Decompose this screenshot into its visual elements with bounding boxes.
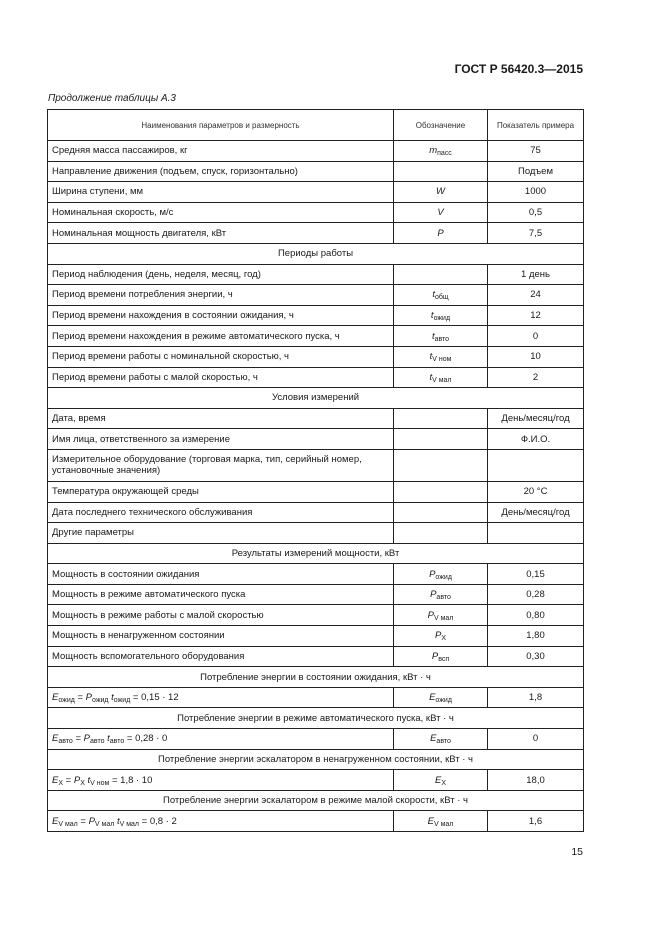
table-header-row (48, 110, 584, 141)
table-row (48, 770, 584, 791)
parameter-name: Измерительное оборудование (торговая марка, тип, серийный номер, установочные значения) (48, 449, 394, 481)
table-row (48, 202, 584, 223)
parameter-name: Средняя масса пассажиров, кг (48, 141, 394, 162)
formula-text: = 1,8 · 10 (109, 774, 153, 786)
symbol-base: E (434, 774, 442, 786)
parameter-name: Дата последнего технического обслуживания (48, 502, 394, 523)
parameter-name: Температура окружающей среды (48, 481, 394, 502)
formula-symbol: P (88, 815, 95, 827)
table-row (48, 141, 584, 162)
formula-symbol: t (116, 815, 120, 827)
formula-cell (48, 770, 394, 791)
parameter-value: 0 (488, 326, 584, 347)
symbol-base: V (437, 207, 444, 219)
symbol-base: E (427, 815, 434, 827)
column-header-symbol: Обозначение (394, 110, 488, 141)
section-row (48, 790, 584, 811)
table-row (48, 264, 584, 285)
parameter-symbol (394, 182, 488, 203)
parameter-symbol (394, 161, 488, 182)
parameter-symbol (394, 202, 488, 223)
parameter-value: 0,15 (488, 564, 584, 585)
table-row (48, 161, 584, 182)
symbol-subscript: X (441, 635, 446, 643)
parameter-symbol (394, 523, 488, 544)
symbol-base: t (429, 351, 433, 363)
parameter-value: 0 (488, 729, 584, 750)
formula-subscript: V мал (58, 820, 78, 828)
table-row (48, 687, 584, 708)
parameter-value: 75 (488, 141, 584, 162)
symbol-base: t (430, 310, 434, 322)
parameter-name: Имя лица, ответственного за измерение (48, 429, 394, 450)
parameter-name: Период времени работы с малой скоростью, ч (48, 367, 394, 388)
symbol-subscript: общ (434, 294, 449, 302)
formula-text: = 0,15 · 12 (130, 692, 179, 704)
table-row (48, 305, 584, 326)
formula-symbol: E (52, 774, 59, 786)
symbol-subscript: ожид (435, 573, 452, 581)
parameter-symbol (394, 429, 488, 450)
symbol-subscript: всп (438, 655, 450, 663)
parameter-symbol (394, 305, 488, 326)
parameter-name: Период времени работы с номинальной скоростью, ч (48, 346, 394, 367)
symbol-base: m (429, 145, 438, 157)
formula-symbol: t (107, 733, 110, 745)
parameter-symbol (394, 481, 488, 502)
parameter-name: Дата, время (48, 408, 394, 429)
parameter-symbol (394, 729, 488, 750)
formula-cell (48, 729, 394, 750)
parameter-name: Номинальная скорость, м/с (48, 202, 394, 223)
parameters-table (47, 109, 584, 832)
parameter-symbol (394, 502, 488, 523)
formula-subscript: V мал (119, 820, 140, 828)
formula-text: = (74, 692, 86, 704)
parameter-name: Номинальная мощность двигателя, кВт (48, 223, 394, 244)
parameter-value (488, 523, 584, 544)
symbol-subscript: авто (434, 335, 450, 343)
parameter-symbol (394, 408, 488, 429)
parameter-symbol (394, 367, 488, 388)
formula-cell (48, 811, 394, 832)
section-title: Результаты измерений мощности, кВт (48, 543, 584, 564)
parameter-name: Период наблюдения (день, неделя, месяц, год) (48, 264, 394, 285)
table-row (48, 285, 584, 306)
parameter-value: 20 °С (488, 481, 584, 502)
parameter-symbol (394, 326, 488, 347)
formula-text: = (63, 774, 74, 786)
formula-symbol: t (87, 774, 91, 786)
formula-subscript: авто (109, 738, 125, 746)
column-header-value: Показатель примера (488, 110, 584, 141)
parameter-symbol (394, 264, 488, 285)
section-title: Периоды работы (48, 243, 584, 264)
table-row (48, 408, 584, 429)
symbol-base: t (429, 371, 433, 383)
formula-subscript: V ном (90, 779, 110, 787)
parameter-value: 24 (488, 285, 584, 306)
formula-subscript: ожид (58, 697, 75, 705)
parameter-symbol (394, 605, 488, 626)
parameter-name: Мощность в режиме работы с малой скоростью (48, 605, 394, 626)
table-row (48, 564, 584, 585)
symbol-subscript: V мал (433, 820, 454, 828)
symbol-subscript: V ном (432, 356, 452, 364)
parameter-value: 10 (488, 346, 584, 367)
formula-subscript: ожид (113, 697, 131, 705)
table-row (48, 429, 584, 450)
parameter-symbol (394, 770, 488, 791)
symbol-subscript: пасс (437, 150, 452, 158)
parameter-value: 0,5 (488, 202, 584, 223)
parameter-value: 12 (488, 305, 584, 326)
parameter-value: 1,8 (488, 687, 584, 708)
table-row (48, 729, 584, 750)
symbol-base: P (431, 650, 439, 662)
symbol-subscript: X (441, 779, 446, 787)
formula-symbol: E (52, 692, 59, 704)
symbol-base: E (430, 733, 437, 745)
parameter-name: Период времени нахождения в режиме автоматического пуска, ч (48, 326, 394, 347)
parameter-value: 1 день (488, 264, 584, 285)
symbol-base: t (432, 289, 435, 301)
symbol-subscript: V мал (432, 376, 452, 384)
symbol-base: P (437, 227, 444, 239)
formula-subscript: ожид (92, 697, 109, 705)
parameter-symbol (394, 584, 488, 605)
formula-text: = (77, 815, 89, 827)
parameter-name: Мощность вспомогательного оборудования (48, 646, 394, 667)
parameter-symbol (394, 687, 488, 708)
section-title: Потребление энергии в режиме автоматического пуска, кВт · ч (48, 708, 584, 729)
section-title: Потребление энергии в состоянии ожидания, кВт · ч (48, 667, 584, 688)
parameter-symbol (394, 646, 488, 667)
section-title: Условия измерений (48, 388, 584, 409)
table-row (48, 223, 584, 244)
formula-subscript: авто (90, 738, 105, 746)
parameter-value: День/месяц/год (488, 408, 584, 429)
parameter-value: Подъем (488, 161, 584, 182)
formula-text: = 0,8 · 2 (139, 815, 177, 827)
table-row (48, 502, 584, 523)
page-number: 15 (571, 846, 583, 858)
formula-symbol: E (52, 815, 59, 827)
formula-cell (48, 687, 394, 708)
symbol-base: E (429, 692, 436, 704)
formula-subscript: X (58, 779, 64, 787)
parameter-symbol (394, 626, 488, 647)
table-row (48, 326, 584, 347)
formula-symbol: E (52, 733, 59, 745)
section-row (48, 388, 584, 409)
parameter-value: 1,80 (488, 626, 584, 647)
table-row (48, 346, 584, 367)
section-row (48, 667, 584, 688)
parameter-name: Ширина ступени, мм (48, 182, 394, 203)
parameter-symbol (394, 564, 488, 585)
parameter-name: Мощность в режиме автоматического пуска (48, 584, 394, 605)
symbol-base: W (436, 186, 445, 198)
symbol-base: P (429, 568, 436, 580)
parameter-symbol (394, 346, 488, 367)
parameter-value: 2 (488, 367, 584, 388)
parameter-value: 0,80 (488, 605, 584, 626)
parameter-value: 1000 (488, 182, 584, 203)
parameter-value: 0,30 (488, 646, 584, 667)
symbol-subscript: ожид (435, 697, 452, 705)
parameter-symbol (394, 141, 488, 162)
symbol-base: P (427, 609, 434, 621)
parameter-value: 18,0 (488, 770, 584, 791)
parameter-symbol (394, 223, 488, 244)
formula-text: = (72, 733, 84, 745)
symbol-subscript: авто (436, 594, 451, 602)
parameter-value: 1,6 (488, 811, 584, 832)
parameter-value: День/месяц/год (488, 502, 584, 523)
table-row (48, 811, 584, 832)
formula-symbol: P (73, 774, 81, 786)
parameter-value: 7,5 (488, 223, 584, 244)
formula-symbol: P (85, 692, 93, 704)
table-caption: Продолжение таблицы А.3 (48, 93, 176, 104)
formula-subscript: V мал (94, 820, 115, 828)
section-row (48, 543, 584, 564)
table-row (48, 523, 584, 544)
section-row (48, 243, 584, 264)
parameter-value: 0,28 (488, 584, 584, 605)
symbol-base: P (434, 630, 442, 642)
parameter-symbol (394, 449, 488, 481)
formula-symbol: P (83, 733, 90, 745)
table-row (48, 367, 584, 388)
parameter-name: Мощность в ненагруженном состоянии (48, 626, 394, 647)
section-title: Потребление энергии эскалатором в режиме малой скорости, кВт · ч (48, 790, 584, 811)
formula-text: = 0,28 · 0 (124, 733, 168, 745)
parameter-symbol (394, 285, 488, 306)
table-row (48, 449, 584, 481)
parameter-symbol (394, 811, 488, 832)
parameter-name: Период времени потребления энергии, ч (48, 285, 394, 306)
formula-subscript: X (80, 779, 85, 787)
section-row (48, 708, 584, 729)
parameter-name: Период времени нахождения в состоянии ожидания, ч (48, 305, 394, 326)
parameter-value (488, 449, 584, 481)
symbol-base: P (430, 589, 437, 601)
table-row (48, 481, 584, 502)
symbol-subscript: авто (436, 738, 451, 746)
formula-subscript: авто (58, 738, 73, 746)
section-title: Потребление энергии эскалатором в ненагруженном состоянии, кВт · ч (48, 749, 584, 770)
formula-symbol: t (111, 692, 114, 704)
section-row (48, 749, 584, 770)
standard-number: ГОСТ Р 56420.3—2015 (454, 62, 583, 76)
symbol-subscript: V мал (433, 614, 454, 622)
parameter-name: Направление движения (подъем, спуск, горизонтально) (48, 161, 394, 182)
parameter-name: Другие параметры (48, 523, 394, 544)
table-row (48, 605, 584, 626)
table-row (48, 584, 584, 605)
column-header-name: Наименования параметров и размерность (48, 110, 394, 141)
table-row (48, 182, 584, 203)
symbol-base: t (431, 330, 435, 342)
table-row (48, 646, 584, 667)
parameter-name: Мощность в состоянии ожидания (48, 564, 394, 585)
parameter-value: Ф.И.О. (488, 429, 584, 450)
symbol-subscript: ожид (433, 315, 451, 323)
table-row (48, 626, 584, 647)
